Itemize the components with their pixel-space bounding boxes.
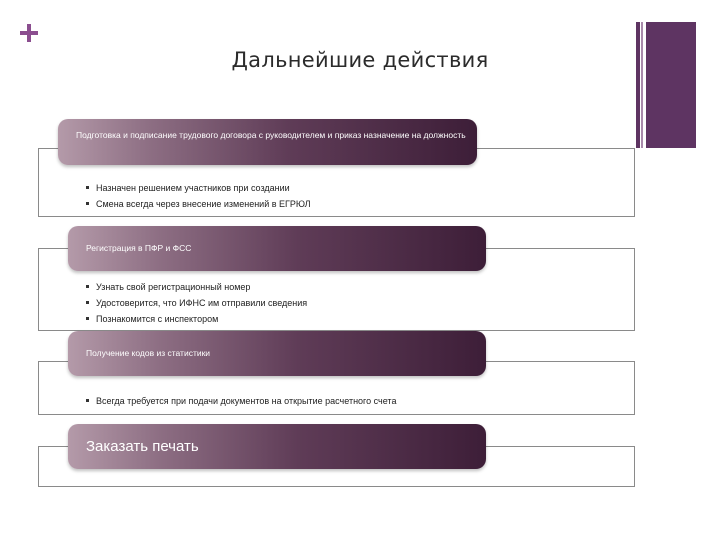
decorative-bar <box>636 22 640 148</box>
page-title: Дальнейшие действия <box>231 48 489 72</box>
plus-icon <box>18 22 40 44</box>
section-header-1: Подготовка и подписание трудового договора с руководителем и приказ назначение на должность <box>58 119 477 165</box>
decorative-bar-light <box>641 22 643 148</box>
section-header-2: Регистрация в ПФР и ФСС <box>68 226 486 271</box>
section-list-2 <box>86 279 307 327</box>
list-item: Назначен решением участников при создании <box>86 180 311 196</box>
section-header-3: Получение кодов из статистики <box>68 331 486 376</box>
list-item: Смена всегда через внесение изменений в ЕГРЮЛ <box>86 196 311 212</box>
section-list-1 <box>86 180 311 212</box>
list-item: Удостоверится, что ИФНС им отправили сведения <box>86 295 307 311</box>
list-item: Познакомится с инспектором <box>86 311 307 327</box>
section-list-3 <box>86 393 396 409</box>
decorative-block <box>646 22 696 148</box>
list-item: Всегда требуется при подачи документов на открытие расчетного счета <box>86 393 396 409</box>
section-header-4: Заказать печать <box>68 424 486 469</box>
list-item: Узнать свой регистрационный номер <box>86 279 307 295</box>
